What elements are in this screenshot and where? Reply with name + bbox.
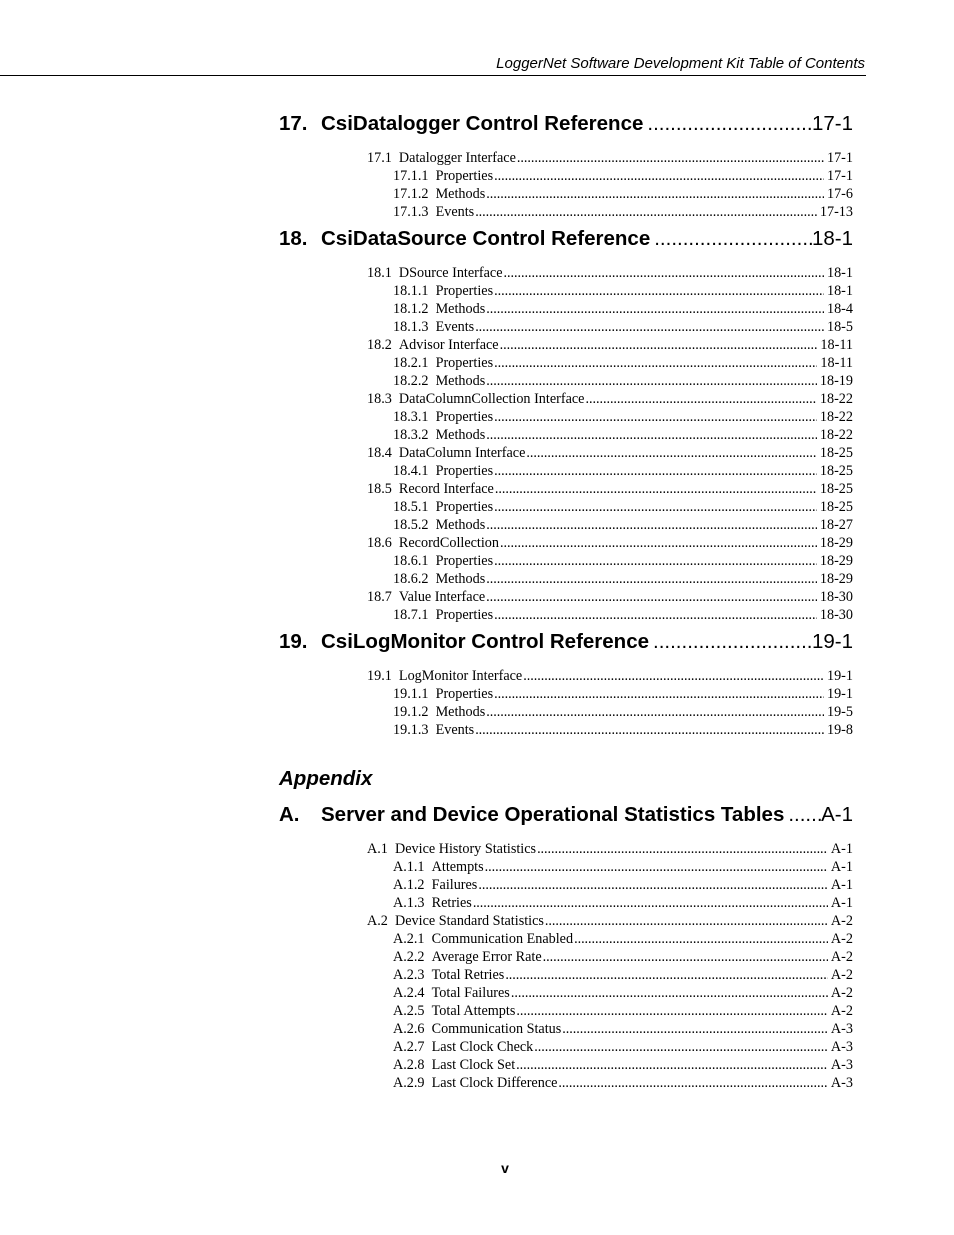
entry-title: Last Clock Set [431, 1057, 516, 1073]
toc-entry[interactable] [279, 667, 853, 685]
entry-label [367, 588, 485, 606]
dot-leader [511, 984, 828, 1002]
entry-title: Properties [435, 168, 494, 184]
entry-page: 18-29 [819, 571, 853, 587]
entry-label [393, 570, 485, 588]
dot-leader [562, 1020, 828, 1038]
entry-number: 18.3.2 [393, 427, 429, 443]
entry-number: 18.2 [367, 337, 392, 353]
dot-leader [494, 354, 817, 372]
entry-page: 18-22 [819, 391, 853, 407]
dot-leader [517, 149, 824, 167]
entry-number: A.1.3 [393, 895, 425, 911]
entry-title: Total Retries [431, 967, 505, 983]
entry-label [393, 282, 493, 300]
entry-label [367, 336, 499, 354]
entry-label [367, 667, 522, 685]
entry-number: 19.1.2 [393, 704, 429, 720]
entry-page: A-3 [830, 1057, 853, 1073]
entry-page: A-1 [830, 877, 853, 893]
running-header: LoggerNet Software Development Kit Table of Contents [496, 55, 865, 72]
entry-title: Total Failures [431, 985, 510, 1001]
toc-entry[interactable] [279, 1002, 853, 1020]
entry-label [393, 185, 485, 203]
entry-number: 17.1 [367, 150, 392, 166]
chapter-number: 19. [279, 630, 308, 653]
chapter-number: 17. [279, 112, 308, 135]
entry-number: 18.6 [367, 535, 392, 551]
entry-page: 17-1 [826, 168, 853, 184]
entry-title: Value Interface [398, 589, 486, 605]
entry-label [393, 318, 474, 336]
entry-number: 18.1.3 [393, 319, 429, 335]
entry-page: A-1 [830, 895, 853, 911]
entry-label [393, 552, 493, 570]
entry-title: Communication Enabled [431, 931, 574, 947]
toc-entry[interactable] [279, 498, 853, 516]
entry-label [367, 840, 536, 858]
toc-chapter [279, 106, 853, 221]
entry-page: 18-5 [826, 319, 853, 335]
dot-leader [523, 667, 824, 685]
toc-entry[interactable] [279, 703, 853, 721]
toc-entry[interactable] [279, 149, 853, 167]
entry-number: 17.1.2 [393, 186, 429, 202]
entry-title: Events [435, 722, 475, 738]
entry-label [393, 300, 485, 318]
toc-entry[interactable] [279, 606, 853, 624]
entry-number: 18.2.1 [393, 355, 429, 371]
entry-title: DataColumnCollection Interface [398, 391, 585, 407]
dot-leader [505, 966, 828, 984]
entry-page: 18-29 [819, 535, 853, 551]
dot-leader [504, 264, 824, 282]
entry-page: 18-25 [819, 463, 853, 479]
toc-entry[interactable] [279, 685, 853, 703]
entry-title: Methods [435, 186, 486, 202]
dot-leader [545, 912, 828, 930]
entry-number: 17.1.3 [393, 204, 429, 220]
dot-leader [486, 300, 824, 318]
entry-label [393, 408, 493, 426]
entry-label [393, 1038, 533, 1056]
toc-entry[interactable] [279, 480, 853, 498]
entry-title: Properties [435, 283, 494, 299]
dot-leader [788, 797, 821, 833]
entry-page: 18-25 [819, 481, 853, 497]
toc-entry[interactable] [279, 1074, 853, 1092]
entry-label [393, 984, 510, 1002]
entry-number: A.2.1 [393, 931, 425, 947]
entry-title: Last Clock Check [431, 1039, 534, 1055]
entry-title: Average Error Rate [431, 949, 542, 965]
dot-leader [485, 858, 828, 876]
entry-label [393, 858, 484, 876]
entry-number: 18.7.1 [393, 607, 429, 623]
dot-leader [473, 894, 828, 912]
entry-label [393, 167, 493, 185]
entry-title: DataColumn Interface [398, 445, 526, 461]
entry-number: 18.5.2 [393, 517, 429, 533]
entry-number: A.2.4 [393, 985, 425, 1001]
chapter-number: 18. [279, 227, 308, 250]
entry-number: A.2.2 [393, 949, 425, 965]
entry-title: DSource Interface [398, 265, 503, 281]
entry-page: A-3 [830, 1075, 853, 1091]
toc-chapter [279, 221, 853, 624]
toc-entry[interactable] [279, 1038, 853, 1056]
entry-page: A-1 [830, 859, 853, 875]
entry-page: A-2 [830, 931, 853, 947]
dot-leader [486, 185, 824, 203]
appendix-heading: Appendix [279, 767, 373, 790]
dot-leader [516, 1056, 828, 1074]
toc-entry[interactable] [279, 444, 853, 462]
dot-leader [495, 480, 817, 498]
entry-number: 18.3 [367, 391, 392, 407]
entry-page: 18-4 [826, 301, 853, 317]
toc-entry[interactable] [279, 912, 853, 930]
entry-page: A-3 [830, 1021, 853, 1037]
entry-page: 19-5 [826, 704, 853, 720]
entry-page: 19-1 [826, 686, 853, 702]
entry-page: A-3 [830, 1039, 853, 1055]
dot-leader [653, 624, 812, 660]
entry-title: Device Standard Statistics [394, 913, 544, 929]
entry-title: LogMonitor Interface [398, 668, 523, 684]
toc-entry[interactable] [279, 552, 853, 570]
entry-title: Methods [435, 704, 486, 720]
toc-body [279, 106, 853, 1092]
entry-number: 18.5 [367, 481, 392, 497]
entry-number: 18.4 [367, 445, 392, 461]
dot-leader [475, 203, 817, 221]
dot-leader [494, 685, 824, 703]
dot-leader [494, 282, 824, 300]
entry-number: 18.5.1 [393, 499, 429, 515]
page-number: v [501, 1160, 509, 1176]
entry-number: 18.4.1 [393, 463, 429, 479]
dot-leader [558, 1074, 828, 1092]
entry-label [393, 966, 504, 984]
entry-label [367, 390, 584, 408]
entry-label [367, 444, 525, 462]
dot-leader [534, 1038, 828, 1056]
entry-number: A.1.2 [393, 877, 425, 893]
toc-entry[interactable] [279, 516, 853, 534]
entry-label [367, 149, 516, 167]
dot-leader [478, 876, 828, 894]
toc-chapter [279, 797, 853, 1092]
toc-entry[interactable] [279, 930, 853, 948]
entry-label [393, 876, 477, 894]
entry-page: 18-29 [819, 553, 853, 569]
entry-label [393, 703, 485, 721]
entry-number: 18.1 [367, 265, 392, 281]
entry-title: Properties [435, 686, 494, 702]
chapter-title: CsiDataSource Control Reference [321, 227, 651, 250]
entry-number: A.2 [367, 913, 388, 929]
entry-label [393, 1020, 561, 1038]
entry-number: A.2.3 [393, 967, 425, 983]
toc-entry[interactable] [279, 876, 853, 894]
entry-number: A.2.9 [393, 1075, 425, 1091]
entry-label [367, 480, 494, 498]
entry-number: A.2.8 [393, 1057, 425, 1073]
dot-leader [494, 606, 817, 624]
entry-title: Methods [435, 373, 486, 389]
dot-leader [475, 318, 824, 336]
entry-page: 18-1 [826, 265, 853, 281]
dot-leader [486, 426, 817, 444]
entry-label [393, 462, 493, 480]
entry-page: 18-25 [819, 499, 853, 515]
entry-page: 18-19 [819, 373, 853, 389]
entry-title: Methods [435, 301, 486, 317]
toc-entry[interactable] [279, 264, 853, 282]
entry-number: 19.1 [367, 668, 392, 684]
entry-number: 18.3.1 [393, 409, 429, 425]
toc-entry[interactable] [279, 203, 853, 221]
dot-leader [486, 516, 817, 534]
chapter-heading[interactable] [279, 106, 853, 142]
toc-entry[interactable] [279, 840, 853, 858]
toc-entry[interactable] [279, 721, 853, 739]
entry-number: 18.6.2 [393, 571, 429, 587]
entry-title: Failures [431, 877, 478, 893]
entry-number: A.2.6 [393, 1021, 425, 1037]
entry-title: Methods [435, 427, 486, 443]
entry-title: Properties [435, 553, 494, 569]
toc-entry[interactable] [279, 354, 853, 372]
dot-leader [486, 588, 817, 606]
toc-entry[interactable] [279, 858, 853, 876]
entry-page: A-2 [830, 949, 853, 965]
entry-label [393, 498, 493, 516]
entry-page: A-2 [830, 985, 853, 1001]
entry-title: Datalogger Interface [398, 150, 516, 166]
entry-title: Properties [435, 607, 494, 623]
toc-entries [279, 840, 853, 1092]
toc-entry[interactable] [279, 318, 853, 336]
dot-leader [537, 840, 828, 858]
entry-title: Properties [435, 499, 494, 515]
entry-page: 17-1 [826, 150, 853, 166]
dot-leader [647, 106, 812, 142]
toc-entry[interactable] [279, 984, 853, 1002]
entry-label [393, 1056, 515, 1074]
entry-number: A.1 [367, 841, 388, 857]
chapter-page: 17-1 [811, 112, 853, 135]
entry-page: A-2 [830, 967, 853, 983]
chapter-list [279, 106, 853, 739]
toc-entry[interactable] [279, 185, 853, 203]
entry-title: Retries [431, 895, 472, 911]
entry-title: Advisor Interface [398, 337, 499, 353]
entry-label [393, 1074, 557, 1092]
entry-page: 18-30 [819, 607, 853, 623]
entry-page: A-2 [830, 913, 853, 929]
entry-page: 18-11 [820, 337, 853, 353]
toc-entries [279, 264, 853, 624]
entry-page: 17-6 [826, 186, 853, 202]
entry-page: 18-27 [819, 517, 853, 533]
entry-page: 19-8 [826, 722, 853, 738]
dot-leader [494, 498, 817, 516]
toc-entry[interactable] [279, 588, 853, 606]
dot-leader [654, 221, 812, 257]
entry-label [393, 354, 493, 372]
toc-entry[interactable] [279, 462, 853, 480]
chapter-heading[interactable] [279, 797, 853, 833]
toc-entries [279, 149, 853, 221]
entry-title: Properties [435, 463, 494, 479]
chapter-page: 18-1 [811, 227, 853, 250]
dot-leader [585, 390, 816, 408]
entry-number: 18.7 [367, 589, 392, 605]
entry-label [393, 372, 485, 390]
toc-entries [279, 667, 853, 739]
entry-label [393, 203, 474, 221]
dot-leader [543, 948, 828, 966]
entry-title: Last Clock Difference [431, 1075, 558, 1091]
entry-number: A.1.1 [393, 859, 425, 875]
entry-label [393, 426, 485, 444]
entry-page: 18-30 [819, 589, 853, 605]
entry-label [393, 606, 493, 624]
toc-entry[interactable] [279, 372, 853, 390]
entry-label [367, 534, 499, 552]
toc-entry[interactable] [279, 534, 853, 552]
header-rule [0, 75, 866, 76]
entry-page: 18-25 [819, 445, 853, 461]
entry-number: 19.1.1 [393, 686, 429, 702]
toc-entry[interactable] [279, 948, 853, 966]
entry-number: A.2.7 [393, 1039, 425, 1055]
dot-leader [486, 372, 817, 390]
chapter-title: CsiDatalogger Control Reference [321, 112, 644, 135]
entry-label [393, 894, 472, 912]
entry-page: 18-22 [819, 409, 853, 425]
entry-label [393, 516, 485, 534]
dot-leader [516, 1002, 828, 1020]
toc-entry[interactable] [279, 966, 853, 984]
toc-entry[interactable] [279, 300, 853, 318]
entry-page: A-1 [830, 841, 853, 857]
entry-number: 18.1.1 [393, 283, 429, 299]
appendix-chapter-list [279, 797, 853, 1092]
entry-label [393, 721, 474, 739]
entry-title: Events [435, 319, 475, 335]
chapter-title: Server and Device Operational Statistics Tables [321, 803, 785, 826]
entry-label [393, 930, 573, 948]
toc-entry[interactable] [279, 570, 853, 588]
entry-title: Device History Statistics [394, 841, 537, 857]
entry-title: Methods [435, 571, 486, 587]
entry-label [393, 948, 542, 966]
entry-number: 19.1.3 [393, 722, 429, 738]
dot-leader [494, 552, 817, 570]
entry-page: A-2 [830, 1003, 853, 1019]
entry-label [393, 685, 493, 703]
chapter-heading[interactable] [279, 221, 853, 257]
entry-title: Events [435, 204, 475, 220]
toc-chapter [279, 624, 853, 739]
entry-title: RecordCollection [398, 535, 499, 551]
entry-page: 17-13 [819, 204, 853, 220]
entry-page: 18-11 [820, 355, 853, 371]
entry-title: Properties [435, 409, 494, 425]
dot-leader [486, 703, 824, 721]
dot-leader [574, 930, 828, 948]
entry-label [393, 1002, 515, 1020]
entry-label [367, 264, 503, 282]
dot-leader [475, 721, 824, 739]
toc-entry[interactable] [279, 282, 853, 300]
entry-page: 18-22 [819, 427, 853, 443]
toc-entry[interactable] [279, 1020, 853, 1038]
toc-entry[interactable] [279, 426, 853, 444]
entry-title: Methods [435, 517, 486, 533]
entry-title: Total Attempts [431, 1003, 516, 1019]
entry-number: 18.2.2 [393, 373, 429, 389]
toc-entry[interactable] [279, 336, 853, 354]
toc-entry[interactable] [279, 390, 853, 408]
entry-title: Record Interface [398, 481, 494, 497]
chapter-page: 19-1 [811, 630, 853, 653]
entry-number: 18.6.1 [393, 553, 429, 569]
dot-leader [500, 336, 818, 354]
dot-leader [494, 408, 817, 426]
dot-leader [494, 462, 817, 480]
entry-label [367, 912, 544, 930]
dot-leader [500, 534, 817, 552]
entry-number: 18.1.2 [393, 301, 429, 317]
toc-entry[interactable] [279, 894, 853, 912]
entry-page: 18-1 [826, 283, 853, 299]
chapter-heading[interactable] [279, 624, 853, 660]
toc-entry[interactable] [279, 408, 853, 426]
entry-title: Properties [435, 355, 494, 371]
chapter-page: A-1 [821, 803, 853, 826]
chapter-number: A. [279, 803, 300, 826]
entry-page: 19-1 [826, 668, 853, 684]
dot-leader [526, 444, 817, 462]
entry-number: 17.1.1 [393, 168, 429, 184]
toc-entry[interactable] [279, 1056, 853, 1074]
entry-title: Communication Status [431, 1021, 562, 1037]
entry-number: A.2.5 [393, 1003, 425, 1019]
toc-entry[interactable] [279, 167, 853, 185]
chapter-title: CsiLogMonitor Control Reference [321, 630, 650, 653]
dot-leader [494, 167, 824, 185]
entry-title: Attempts [431, 859, 484, 875]
dot-leader [486, 570, 817, 588]
